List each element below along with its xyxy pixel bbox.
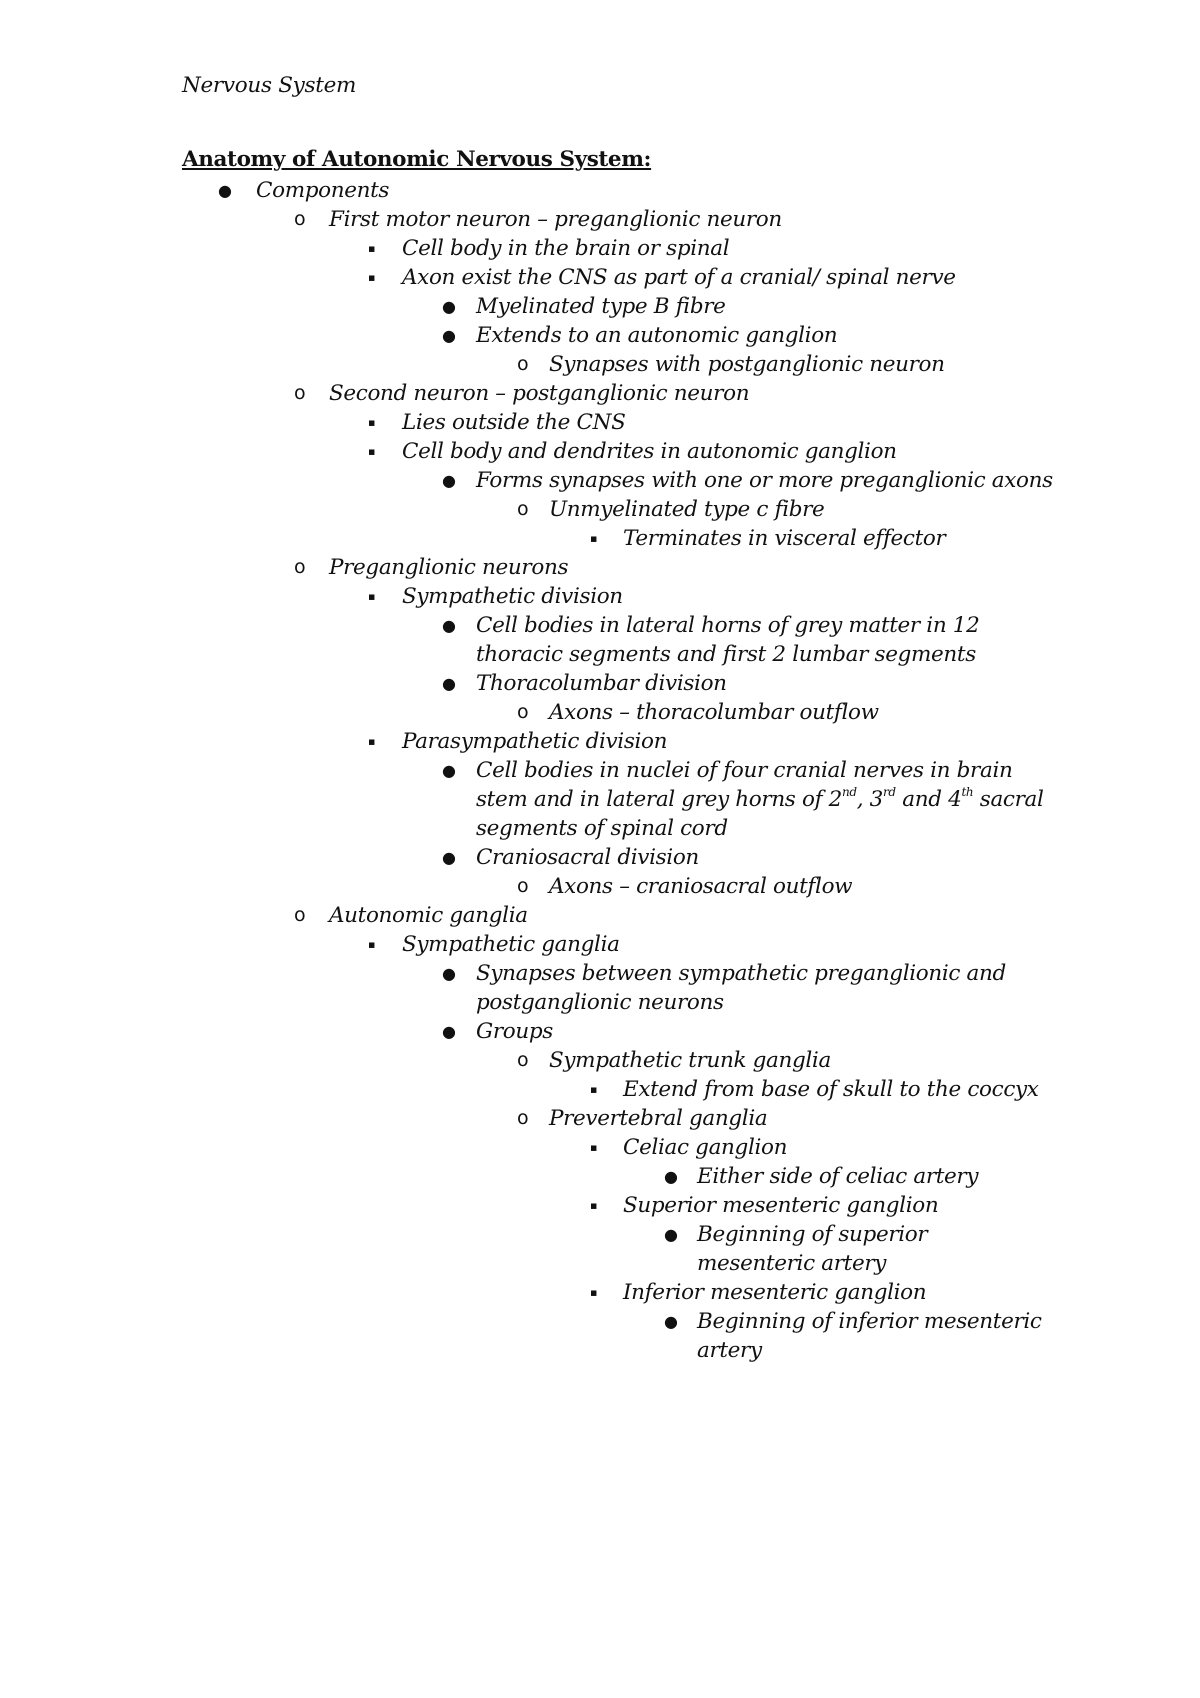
outline-item-text: Sympathetic trunk ganglia bbox=[549, 1048, 831, 1073]
outline-item-level-4 bbox=[442, 756, 1044, 843]
outline-item-level-6 bbox=[590, 1278, 926, 1307]
outline-item-text: Axon exist the CNS as part of a cranial/ spinal nerve bbox=[402, 265, 956, 290]
outline-item-level-4 bbox=[442, 1017, 553, 1046]
outline-item-level-3 bbox=[368, 727, 667, 756]
square-bullet-icon: ▪ bbox=[590, 1286, 598, 1299]
outline-item-text: Cell body and dendrites in autonomic ganglion bbox=[402, 439, 897, 464]
outline-item-text: Craniosacral division bbox=[476, 845, 699, 870]
square-bullet-icon: ▪ bbox=[368, 416, 376, 429]
disc-bullet-icon: ● bbox=[442, 848, 456, 867]
outline-item-level-4 bbox=[442, 321, 837, 350]
square-bullet-icon: ▪ bbox=[368, 271, 376, 284]
outline-item-text: Beginning of superior mesenteric artery bbox=[697, 1222, 928, 1276]
outline-item-level-4 bbox=[442, 959, 1006, 1017]
page-header: Nervous System bbox=[182, 73, 357, 98]
square-bullet-icon: ▪ bbox=[368, 735, 376, 748]
circle-bullet-icon: o bbox=[517, 1107, 529, 1129]
outline-item-text: Terminates in visceral effector bbox=[623, 526, 946, 551]
square-bullet-icon: ▪ bbox=[368, 938, 376, 951]
outline-item-text: Extends to an autonomic ganglion bbox=[476, 323, 838, 348]
circle-bullet-icon: o bbox=[517, 1049, 529, 1071]
outline-item-text: Unmyelinated type c fibre bbox=[549, 497, 825, 522]
outline-item-level-3 bbox=[368, 582, 623, 611]
outline-item-text: Lies outside the CNS bbox=[402, 410, 626, 435]
outline-item-level-5 bbox=[517, 350, 945, 379]
outline-item-text: Parasympathetic division bbox=[402, 729, 668, 754]
section-heading: Anatomy of Autonomic Nervous System: bbox=[182, 147, 652, 172]
disc-bullet-icon: ● bbox=[442, 297, 456, 316]
square-bullet-icon: ▪ bbox=[368, 242, 376, 255]
outline-item-text: Beginning of inferior mesenteric artery bbox=[697, 1309, 1042, 1363]
outline-item-level-2 bbox=[294, 205, 782, 234]
outline-item-level-7 bbox=[664, 1307, 1042, 1365]
disc-bullet-icon: ● bbox=[218, 181, 232, 200]
disc-bullet-icon: ● bbox=[442, 761, 456, 780]
disc-bullet-icon: ● bbox=[664, 1312, 678, 1331]
square-bullet-icon: ▪ bbox=[590, 1083, 598, 1096]
outline-item-level-3 bbox=[368, 408, 625, 437]
outline-item-text: Celiac ganglion bbox=[623, 1135, 788, 1160]
square-bullet-icon: ▪ bbox=[590, 1199, 598, 1212]
outline-item-level-3 bbox=[368, 437, 897, 466]
outline-item-level-5 bbox=[517, 1046, 831, 1075]
outline-item-text: Superior mesenteric ganglion bbox=[623, 1193, 939, 1218]
square-bullet-icon: ▪ bbox=[590, 1141, 598, 1154]
circle-bullet-icon: o bbox=[517, 498, 529, 520]
outline-item-level-3 bbox=[368, 234, 729, 263]
outline-item-level-6 bbox=[590, 1191, 938, 1220]
outline-item-level-5 bbox=[517, 495, 824, 524]
circle-bullet-icon: o bbox=[294, 904, 306, 926]
outline-item-text: Forms synapses with one or more preganglionic axons bbox=[476, 468, 1053, 493]
disc-bullet-icon: ● bbox=[442, 674, 456, 693]
square-bullet-icon: ▪ bbox=[368, 445, 376, 458]
outline-item-level-7 bbox=[664, 1220, 927, 1278]
outline-item-level-5 bbox=[517, 698, 879, 727]
outline-item-text: Axons – craniosacral outflow bbox=[549, 874, 853, 899]
outline-item-level-5 bbox=[517, 872, 852, 901]
outline-item-text: Either side of celiac artery bbox=[697, 1164, 979, 1189]
disc-bullet-icon: ● bbox=[664, 1167, 678, 1186]
outline-item-text: Inferior mesenteric ganglion bbox=[623, 1280, 927, 1305]
outline-item-level-4 bbox=[442, 843, 699, 872]
disc-bullet-icon: ● bbox=[442, 471, 456, 490]
outline-item-level-4 bbox=[442, 292, 726, 321]
outline-item-text: Autonomic ganglia bbox=[329, 903, 528, 928]
outline-item-text: Cell bodies in nuclei of four cranial nerves in brain stem and in lateral grey horns of 2nd, 3rd and 4th sacral segments of spinal cord bbox=[476, 758, 1044, 841]
outline-item-text: First motor neuron – preganglionic neuron bbox=[329, 207, 782, 232]
circle-bullet-icon: o bbox=[517, 353, 529, 375]
square-bullet-icon: ▪ bbox=[368, 590, 376, 603]
outline-item-level-6 bbox=[590, 1075, 1039, 1104]
outline-item-text: Synapses between sympathetic preganglionic and postganglionic neurons bbox=[476, 961, 1006, 1015]
circle-bullet-icon: o bbox=[517, 875, 529, 897]
outline-item-text: Prevertebral ganglia bbox=[549, 1106, 768, 1131]
outline-item-text: Groups bbox=[476, 1019, 553, 1044]
outline-item-text: Myelinated type B fibre bbox=[476, 294, 726, 319]
outline-item-text: Components bbox=[256, 178, 390, 203]
outline-item-level-2 bbox=[294, 901, 528, 930]
outline-item-level-4 bbox=[442, 669, 727, 698]
disc-bullet-icon: ● bbox=[442, 1022, 456, 1041]
outline-item-text: Synapses with postganglionic neuron bbox=[549, 352, 945, 377]
disc-bullet-icon: ● bbox=[442, 326, 456, 345]
disc-bullet-icon: ● bbox=[664, 1225, 678, 1244]
disc-bullet-icon: ● bbox=[442, 964, 456, 983]
disc-bullet-icon: ● bbox=[442, 616, 456, 635]
outline-item-text: Thoracolumbar division bbox=[476, 671, 727, 696]
outline-item-level-6 bbox=[590, 1133, 787, 1162]
outline-item-text: Axons – thoracolumbar outflow bbox=[549, 700, 879, 725]
outline-item-level-2 bbox=[294, 553, 568, 582]
outline-item-level-2 bbox=[294, 379, 749, 408]
outline-item-level-1 bbox=[218, 176, 389, 205]
outline-item-level-7 bbox=[664, 1162, 978, 1191]
outline-item-text: Preganglionic neurons bbox=[329, 555, 569, 580]
outline-item-level-4 bbox=[442, 611, 979, 669]
outline-item-level-4 bbox=[442, 466, 1053, 495]
outline-item-text: Second neuron – postganglionic neuron bbox=[329, 381, 750, 406]
outline-item-level-6 bbox=[590, 524, 945, 553]
outline-item-text: Cell body in the brain or spinal bbox=[402, 236, 730, 261]
outline-item-text: Extend from base of skull to the coccyx bbox=[623, 1077, 1039, 1102]
circle-bullet-icon: o bbox=[294, 556, 306, 578]
outline-item-level-3 bbox=[368, 263, 956, 292]
outline-item-level-5 bbox=[517, 1104, 767, 1133]
outline-item-text: Sympathetic division bbox=[402, 584, 623, 609]
outline-item-text: Sympathetic ganglia bbox=[402, 932, 620, 957]
outline-item-level-3 bbox=[368, 930, 620, 959]
outline-item-text: Cell bodies in lateral horns of grey matter in 12 thoracic segments and first 2 lumbar segments bbox=[476, 613, 980, 667]
circle-bullet-icon: o bbox=[517, 701, 529, 723]
square-bullet-icon: ▪ bbox=[590, 532, 598, 545]
circle-bullet-icon: o bbox=[294, 208, 306, 230]
circle-bullet-icon: o bbox=[294, 382, 306, 404]
